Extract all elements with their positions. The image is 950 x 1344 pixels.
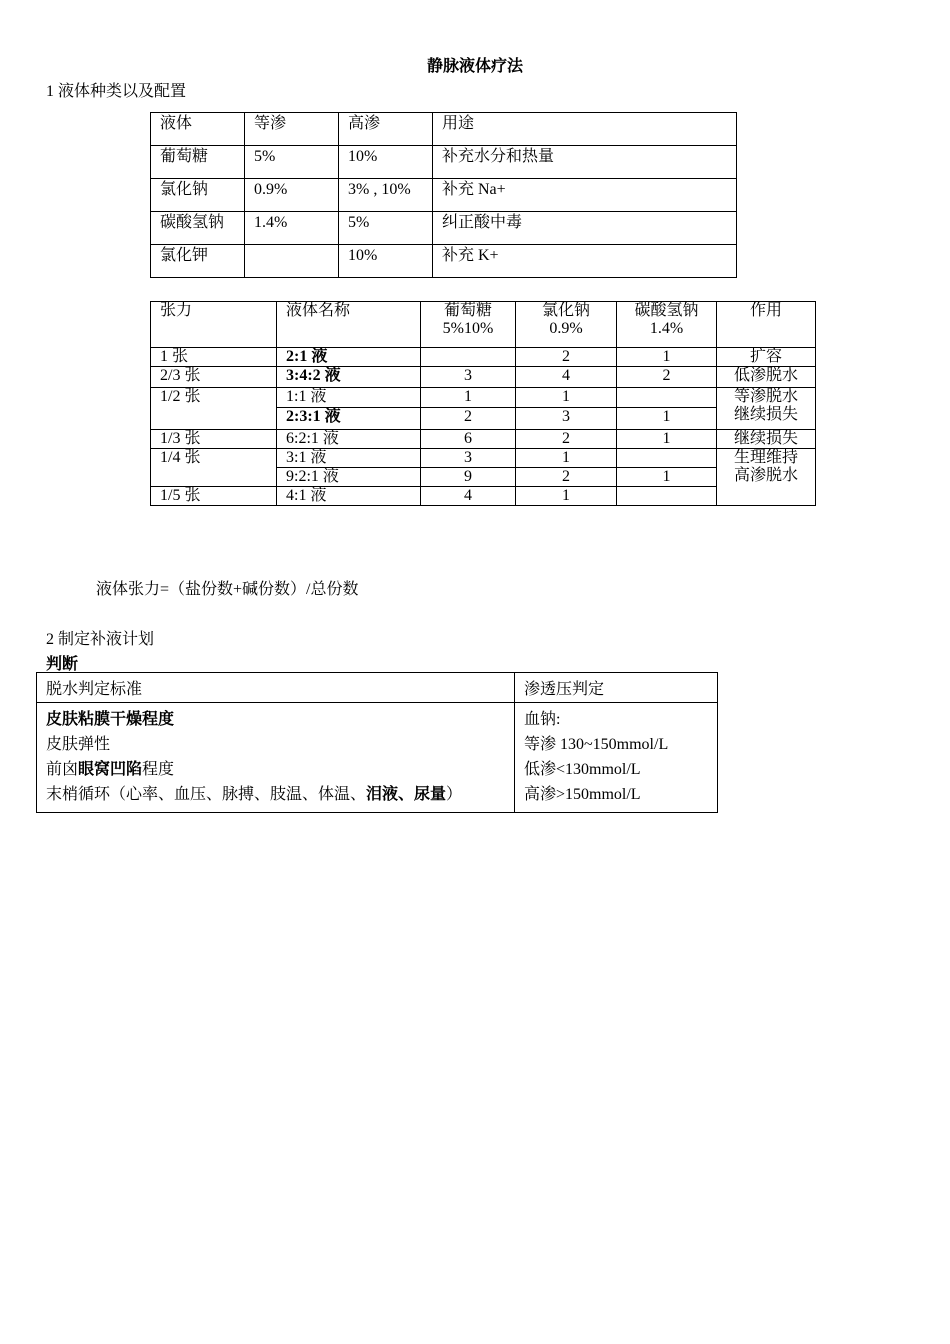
table-header-row (151, 302, 816, 348)
table-cell: 补充水分和热量 (433, 146, 737, 179)
dehydration-criteria-table (36, 672, 718, 813)
criteria-text: 前囟 (46, 761, 79, 778)
tension-cell: 2/3 张 (151, 367, 277, 388)
criteria-text-bold: 泪液、尿量 (366, 786, 447, 803)
table-cell: 3% , 10% (339, 179, 433, 212)
nacl-cell: 3 (516, 408, 617, 430)
table-row (151, 388, 816, 408)
glucose-cell: 1 (421, 388, 516, 408)
page-title: 静脉液体疗法 (426, 58, 523, 75)
table-header-cell: 葡萄糖 5%10% (421, 302, 516, 348)
glucose-cell: 2 (421, 408, 516, 430)
nacl-cell: 2 (516, 348, 617, 367)
glucose-cell: 4 (421, 487, 516, 506)
fluid-name-cell: 2:1 液 (277, 348, 421, 367)
section-heading-1: 1 液体种类以及配置 (46, 83, 187, 100)
table-cell: 葡萄糖 (151, 146, 245, 179)
table-row (151, 348, 816, 367)
nacl-cell: 2 (516, 430, 617, 449)
table-row (151, 245, 737, 278)
bicarb-cell: 2 (617, 367, 717, 388)
table-cell: 5% (245, 146, 339, 179)
table-row (151, 212, 737, 245)
dehydration-criteria-cell (37, 703, 515, 813)
effect-cell: 继续损失 (717, 430, 816, 449)
fluid-name-cell: 2:3:1 液 (277, 408, 421, 430)
table-header-row (37, 673, 718, 703)
tension-formula: 液体张力=（盐份数+碱份数）/总份数 (96, 581, 359, 598)
criteria-text: ） (446, 786, 463, 803)
table-header-cell: 高渗 (339, 113, 433, 146)
effect-cell: 低渗脱水 (717, 367, 816, 388)
bicarb-cell (617, 487, 717, 506)
tension-cell: 1 张 (151, 348, 277, 367)
osmotic-line: 血钠: (524, 711, 561, 728)
effect-cell: 扩容 (717, 348, 816, 367)
nacl-cell: 4 (516, 367, 617, 388)
criteria-text: 末梢循环（心率、血压、脉搏、肢温、体温、 (46, 786, 367, 803)
osmotic-criteria-cell (515, 703, 718, 813)
nacl-cell: 1 (516, 449, 617, 468)
table-row (151, 430, 816, 449)
tension-cell: 1/2 张 (151, 388, 277, 430)
table-cell: 氯化钾 (151, 245, 245, 278)
table-cell: 10% (339, 146, 433, 179)
table-row (151, 367, 816, 388)
criteria-text: 程度 (142, 761, 175, 778)
table-row (151, 449, 816, 468)
fluid-name-cell: 3:4:2 液 (277, 367, 421, 388)
effect-cell: 等渗脱水 继续损失 (717, 388, 816, 430)
table-header-cell: 氯化钠 0.9% (516, 302, 617, 348)
table-header-cell: 碳酸氢钠 1.4% (617, 302, 717, 348)
fluid-tension-table (150, 301, 816, 506)
table-cell: 氯化钠 (151, 179, 245, 212)
fluid-name-cell: 1:1 液 (277, 388, 421, 408)
osmotic-line: 低渗<130mmol/L (524, 761, 641, 778)
criteria-line (46, 757, 514, 782)
table-header-cell: 用途 (433, 113, 737, 146)
tension-cell: 1/3 张 (151, 430, 277, 449)
bicarb-cell: 1 (617, 430, 717, 449)
table-cell (245, 245, 339, 278)
glucose-cell: 6 (421, 430, 516, 449)
table-cell: 0.9% (245, 179, 339, 212)
fluid-name-cell: 3:1 液 (277, 449, 421, 468)
table-header-cell: 液体名称 (277, 302, 421, 348)
table-cell: 5% (339, 212, 433, 245)
table-header-row (151, 113, 737, 146)
glucose-cell: 3 (421, 449, 516, 468)
table-header-cell: 液体 (151, 113, 245, 146)
table-cell: 补充 K+ (433, 245, 737, 278)
table-row (151, 179, 737, 212)
bicarb-cell (617, 449, 717, 468)
glucose-cell: 3 (421, 367, 516, 388)
glucose-cell (421, 348, 516, 367)
nacl-cell: 1 (516, 388, 617, 408)
table-row (151, 146, 737, 179)
fluid-types-table (150, 112, 737, 278)
nacl-cell: 2 (516, 468, 617, 487)
effect-cell: 生理维持 高渗脱水 (717, 449, 816, 506)
osmotic-line: 高渗>150mmol/L (524, 786, 641, 803)
table-cell: 碳酸氢钠 (151, 212, 245, 245)
bicarb-cell (617, 388, 717, 408)
judge-label: 判断 (46, 656, 79, 673)
table-header-cell: 渗透压判定 (515, 673, 718, 703)
table-header-cell: 等渗 (245, 113, 339, 146)
table-cell: 1.4% (245, 212, 339, 245)
table-header-cell: 作用 (717, 302, 816, 348)
criteria-text-bold: 眼窝凹陷 (78, 761, 143, 778)
table-row (151, 487, 816, 506)
fluid-name-cell: 9:2:1 液 (277, 468, 421, 487)
table-row (37, 703, 718, 813)
table-cell: 纠正酸中毒 (433, 212, 737, 245)
glucose-cell: 9 (421, 468, 516, 487)
bicarb-cell: 1 (617, 408, 717, 430)
tension-cell: 1/4 张 (151, 449, 277, 487)
bicarb-cell: 1 (617, 348, 717, 367)
nacl-cell: 1 (516, 487, 617, 506)
fluid-name-cell: 4:1 液 (277, 487, 421, 506)
criteria-line (46, 782, 514, 807)
fluid-name-cell: 6:2:1 液 (277, 430, 421, 449)
bicarb-cell: 1 (617, 468, 717, 487)
section-heading-2: 2 制定补液计划 (46, 631, 155, 648)
table-header-cell: 脱水判定标准 (37, 673, 515, 703)
table-header-cell: 张力 (151, 302, 277, 348)
osmotic-line: 等渗 130~150mmol/L (524, 736, 669, 753)
table-cell: 补充 Na+ (433, 179, 737, 212)
table-cell: 10% (339, 245, 433, 278)
tension-cell: 1/5 张 (151, 487, 277, 506)
criteria-line: 皮肤粘膜干燥程度 (46, 711, 175, 728)
criteria-line: 皮肤弹性 (46, 736, 111, 753)
